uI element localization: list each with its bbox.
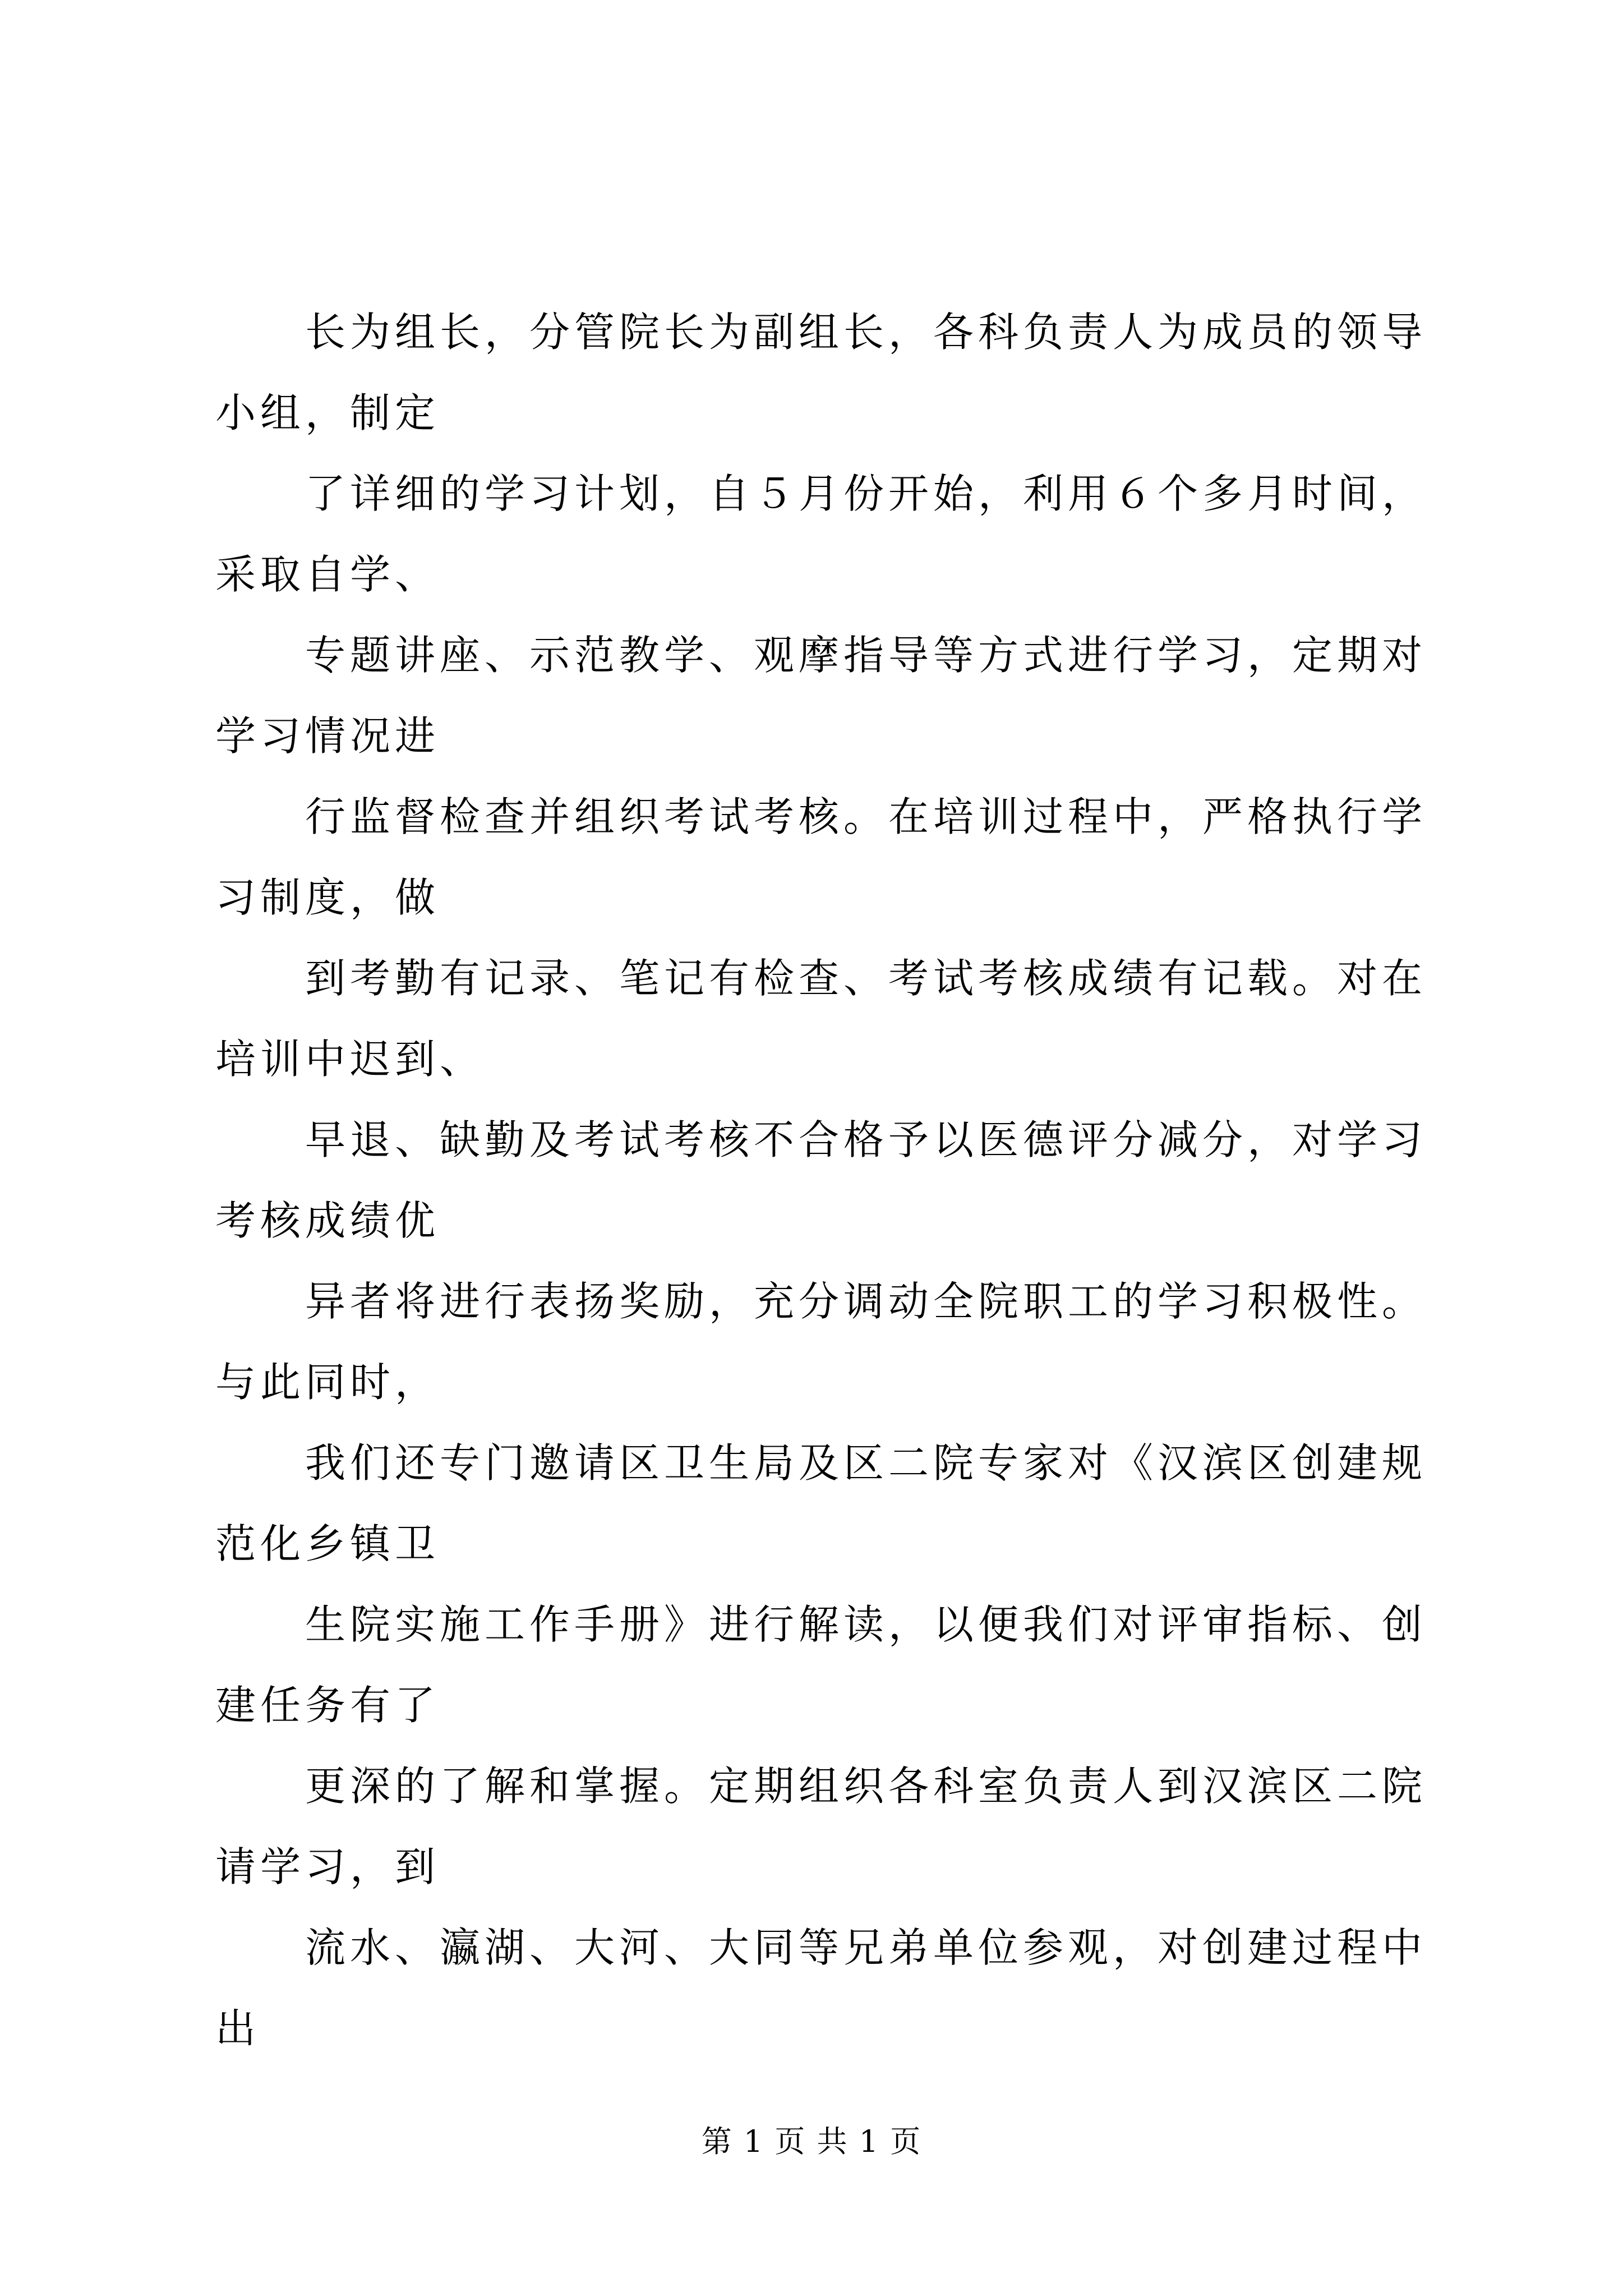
- document-body: [215, 292, 1427, 2069]
- paragraph: 生院实施工作手册》进行解读，以便我们对评审指标、创建任务有了: [215, 1601, 1427, 1729]
- paragraph: 流水、瀛湖、大河、大同等兄弟单位参观，对创建过程中出: [215, 1924, 1427, 2052]
- page-footer: 第 1 页 共 1 页: [701, 2124, 922, 2159]
- paragraph: 专题讲座、示范教学、观摩指导等方式进行学习，定期对学习情况进: [215, 632, 1427, 760]
- paragraph: 长为组长，分管院长为副组长，各科负责人为成员的领导小组，制定: [215, 309, 1427, 436]
- paragraph: 行监督检查并组织考试考核。在培训过程中，严格执行学习制度，做: [215, 793, 1427, 921]
- paragraph: 更深的了解和掌握。定期组织各科室负责人到汉滨区二院请学习，到: [215, 1763, 1427, 1890]
- paragraph: 我们还专门邀请区卫生局及区二院专家对《汉滨区创建规范化乡镇卫: [215, 1439, 1427, 1567]
- paragraph: 早退、缺勤及考试考核不合格予以医德评分减分，对学习考核成绩优: [215, 1116, 1427, 1244]
- paragraph: 到考勤有记录、笔记有检查、考试考核成绩有记载。对在培训中迟到、: [215, 955, 1427, 1083]
- paragraph: 了详细的学习计划，自５月份开始，利用６个多月时间，采取自学、: [215, 470, 1427, 598]
- paragraph: 异者将进行表扬奖励，充分调动全院职工的学习积极性。与此同时，: [215, 1278, 1427, 1406]
